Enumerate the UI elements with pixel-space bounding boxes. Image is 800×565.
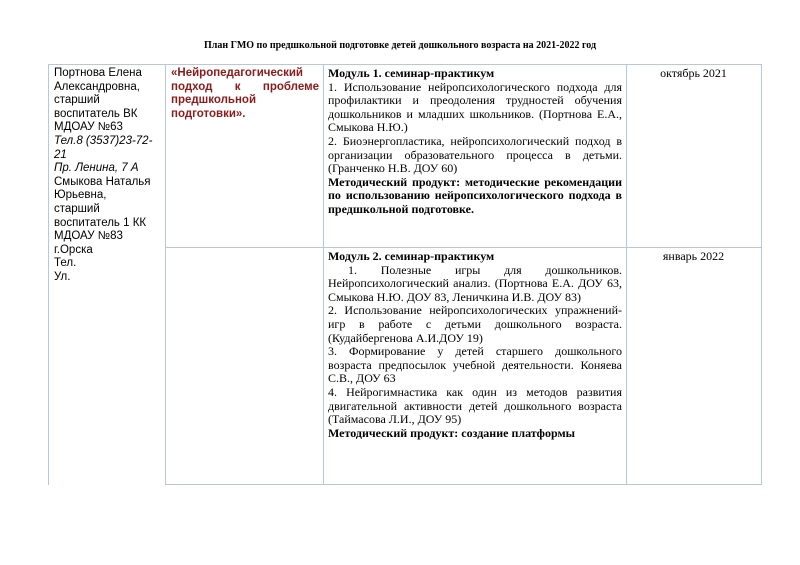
- person1-address: Пр. Ленина, 7 А: [54, 162, 139, 175]
- module2-item3: 3. Формирование у детей старшего дошкольного возраста предпосылок учебной деятельности. Коняева С.В., ДОУ 63: [328, 344, 622, 386]
- module1-date-cell: [628, 67, 759, 81]
- module2-item2: 2. Использование нейропсихологических упражнений-игр в работе с детьми дошкольного возраста. (Кудайбергенова А.И.ДОУ 19): [328, 303, 622, 345]
- module1-item1: 1. Использование нейропсихологического подхода для профилактики и преодоления трудностей обучения дошкольников и младших школьников. (Портнова Е.А., Смыкова Н.Ю.): [328, 79, 622, 135]
- person1-name: Портнова Елена Александровна,: [54, 67, 142, 93]
- module2-item4: 4. Нейрогимнастика как один из методов развития двигательной активности детей дошкольного возраста (Таймасова Л.И., ДОУ 95): [328, 384, 622, 427]
- module1-product: Методический продукт: методические рекомендации по использованию нейропсихологического подхода в предшкольной подготовке.: [328, 174, 622, 216]
- person2-role: старший воспитатель 1 КК МДОАУ №83: [54, 202, 147, 243]
- module1-date: октябрь 2021: [660, 66, 727, 80]
- module2-item1: 1. Полезные игры для дошкольников. Нейропсихологический анализ. (Портнова Е.А. ДОУ 63, Смыкова Н.Ю. ДОУ 83, Леничкина И.В. ДОУ 83): [328, 262, 622, 304]
- module2-product: Методический продукт: создание платформы: [328, 425, 576, 440]
- row-bottom-border: [165, 484, 761, 485]
- column-divider-1: [165, 64, 166, 485]
- column-divider-2: [323, 64, 324, 485]
- topic-cell: [171, 67, 319, 121]
- module2-cell: [328, 250, 622, 484]
- person1-phone: Тел.8 (3537)23-72-21: [54, 134, 153, 161]
- contacts-cell: [54, 67, 162, 285]
- module1-heading: Модуль 1. семинар-практикум: [328, 66, 495, 80]
- table-right-border: [761, 64, 762, 485]
- column-divider-3: [626, 64, 627, 485]
- topic-text: «Нейропедагогический подход к проблеме предшкольной подготовки».: [171, 67, 319, 120]
- person1-role: старший воспитатель ВК МДОАУ №63: [54, 94, 138, 134]
- table-top-border: [48, 64, 761, 65]
- module1-cell: [328, 67, 622, 217]
- person2-street: Ул.: [54, 270, 71, 283]
- row-divider: [165, 247, 761, 248]
- document-title: План ГМО по предшкольной подготовке детей дошкольного возраста на 2021-2022 год: [203, 40, 597, 51]
- module2-heading: Модуль 2. семинар-практикум: [328, 250, 495, 263]
- person2-city: г.Орска: [54, 243, 93, 256]
- module2-date: январь 2022: [662, 249, 725, 263]
- module2-date-cell: [628, 250, 759, 264]
- person2-name: Смыкова Наталья Юрьевна,: [54, 175, 151, 202]
- module1-item2: 2. Биоэнергопластика, нейропсихологический подход в организации образовательного процесса в детьми. (Гранченко Н.В. ДОУ 60): [328, 133, 622, 176]
- person2-phone: Тел.: [54, 257, 77, 270]
- table-left-border: [48, 64, 49, 485]
